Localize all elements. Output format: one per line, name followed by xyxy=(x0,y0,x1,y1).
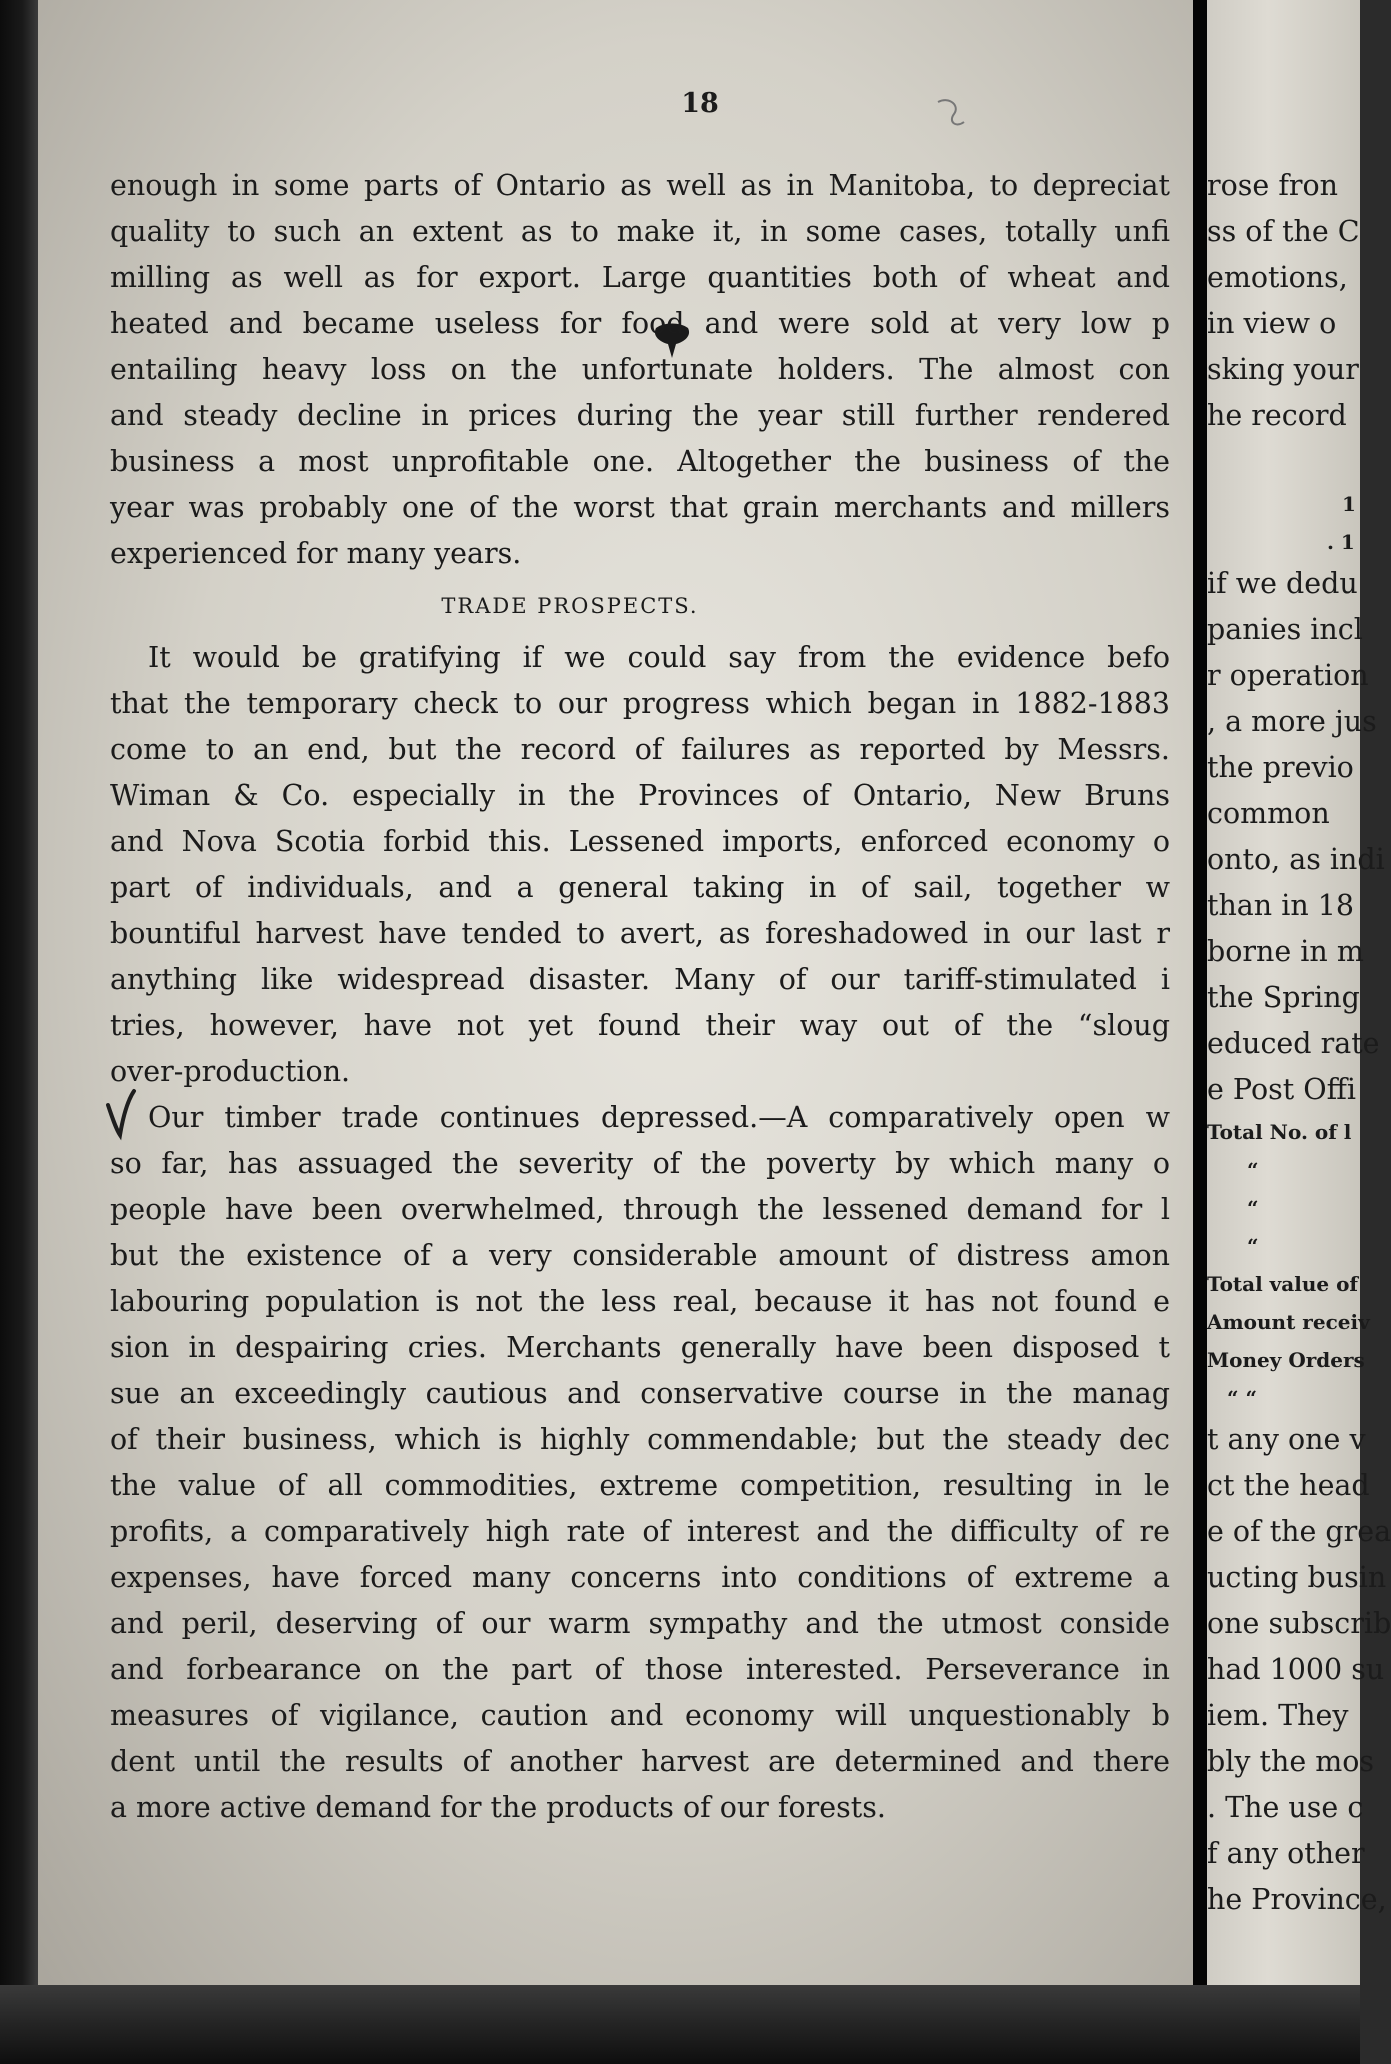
text-line: Our timber trade continues depressed.—A comparatively open w xyxy=(148,1101,1170,1134)
text-line: over-production. xyxy=(110,1055,351,1088)
text-line: come to an end, but the record of failures as reported by Messrs. xyxy=(110,733,1170,766)
text-line: ucting busin xyxy=(1207,1561,1387,1594)
trade-prospects-paragraph xyxy=(110,635,1170,1095)
section-heading-trade-prospects: TRADE PROSPECTS. xyxy=(441,594,699,618)
text-line: tries, however, have not yet found their way out of the “sloug xyxy=(110,1009,1170,1042)
text-line: anything like widespread disaster. Many of our tariff-stimulated i xyxy=(110,963,1170,996)
film-border-bottom xyxy=(0,1985,1360,2064)
text-line: had 1000 su xyxy=(1207,1653,1385,1686)
text-line: and Nova Scotia forbid this. Lessened imports, enforced economy o xyxy=(110,825,1170,858)
text-line: business a most unprofitable one. Altogether the business of the xyxy=(110,445,1170,478)
text-line: the Spring xyxy=(1207,981,1360,1014)
text-line: panies incl xyxy=(1207,613,1363,646)
book-gutter xyxy=(1193,0,1207,2064)
text-line: enough in some parts of Ontario as well as in Manitoba, to depreciat xyxy=(110,169,1170,202)
text-line: sion in despairing cries. Merchants generally have been disposed t xyxy=(110,1331,1170,1364)
table-row: Total No. of l xyxy=(1207,1120,1352,1144)
page-number: 18 xyxy=(681,88,719,119)
text-line: Wiman & Co. especially in the Provinces of Ontario, New Bruns xyxy=(110,779,1170,812)
text-line: he record xyxy=(1207,399,1347,432)
text-line: but the existence of a very considerable amount of distress amon xyxy=(110,1239,1170,1272)
text-line: borne in m xyxy=(1207,935,1364,968)
text-line: and steady decline in prices during the year still further rendered xyxy=(110,399,1170,432)
table-row: “ xyxy=(1247,1196,1259,1220)
text-line: entailing heavy loss on the unfortunate holders. The almost con xyxy=(110,353,1170,386)
text-line: and peril, deserving of our warm sympathy and the utmost conside xyxy=(110,1607,1170,1640)
text-line: the value of all commodities, extreme competition, resulting in le xyxy=(110,1469,1170,1502)
text-line: onto, as indi xyxy=(1207,843,1385,876)
text-line: labouring population is not the less real, because it has not found e xyxy=(110,1285,1170,1318)
text-line: one subscrib xyxy=(1207,1607,1391,1640)
text-line: heated and became useless for food and were sold at very low p xyxy=(110,307,1170,340)
text-line: the previo xyxy=(1207,751,1354,784)
table-row: “ xyxy=(1247,1234,1259,1258)
left-page-text xyxy=(110,163,1170,1831)
text-line: and forbearance on the part of those interested. Perseverance in xyxy=(110,1653,1170,1686)
text-line: he Province, xyxy=(1207,1883,1387,1916)
text-line: r operation xyxy=(1207,659,1369,692)
text-line: that the temporary check to our progress which began in 1882-1883 xyxy=(110,687,1170,720)
text-line: profits, a comparatively high rate of interest and the difficulty of re xyxy=(110,1515,1170,1548)
text-line: 1 xyxy=(1342,492,1356,516)
text-line: milling as well as for export. Large quantities both of wheat and xyxy=(110,261,1170,294)
text-line: bly the mos xyxy=(1207,1745,1375,1778)
text-line: than in 18 xyxy=(1207,889,1355,922)
post-office-table xyxy=(1207,1113,1370,1417)
text-line: of their business, which is highly commendable; but the steady dec xyxy=(110,1423,1170,1456)
text-line: e Post Offi xyxy=(1207,1073,1356,1106)
table-row: “ “ xyxy=(1227,1386,1257,1410)
right-page-text xyxy=(1207,163,1391,1923)
text-line: , a more jus xyxy=(1207,705,1377,738)
timber-trade-paragraph xyxy=(110,1095,1170,1831)
opening-paragraph xyxy=(110,163,1170,577)
text-line: ct the head xyxy=(1207,1469,1370,1502)
table-row: Amount receiv xyxy=(1207,1310,1370,1334)
text-line: . 1 xyxy=(1327,530,1355,554)
text-line: quality to such an extent as to make it, in some cases, totally unfi xyxy=(110,215,1170,248)
text-line: t any one v xyxy=(1207,1423,1366,1456)
right-page xyxy=(1207,0,1391,1990)
text-line xyxy=(1207,439,1367,485)
text-line: educed rate xyxy=(1207,1027,1380,1060)
text-line: in view o xyxy=(1207,307,1337,340)
table-row: “ xyxy=(1247,1158,1259,1182)
text-line: rose fron xyxy=(1207,169,1339,202)
text-line: people have been overwhelmed, through the lessened demand for l xyxy=(110,1193,1170,1226)
text-line: so far, has assuaged the severity of the poverty by which many o xyxy=(110,1147,1170,1180)
text-line: sue an exceedingly cautious and conservative course in the manag xyxy=(110,1377,1170,1410)
text-line: part of individuals, and a general taking in of sail, together w xyxy=(110,871,1170,904)
text-line: It would be gratifying if we could say from the evidence befo xyxy=(148,641,1170,674)
film-border-left xyxy=(0,0,38,2064)
text-line: measures of vigilance, caution and economy will unquestionably b xyxy=(110,1699,1170,1732)
table-row: Total value of xyxy=(1207,1272,1359,1296)
text-line: . The use c xyxy=(1207,1791,1364,1824)
text-line: emotions, xyxy=(1207,261,1348,294)
text-line: experienced for many years. xyxy=(110,537,522,570)
text-line: iem. They xyxy=(1207,1699,1349,1732)
text-line: year was probably one of the worst that grain merchants and millers xyxy=(110,491,1170,524)
text-line: a more active demand for the products of our forests. xyxy=(110,1791,886,1824)
text-line: dent until the results of another harvest are determined and there xyxy=(110,1745,1170,1778)
text-line: expenses, have forced many concerns into conditions of extreme a xyxy=(110,1561,1170,1594)
page-mark-curl xyxy=(930,92,970,132)
text-line: ss of the C xyxy=(1207,215,1360,248)
text-line: e of the grea xyxy=(1207,1515,1391,1548)
table-row: Money Orders xyxy=(1207,1348,1365,1372)
text-line: common xyxy=(1207,797,1330,830)
text-line: sking your xyxy=(1207,353,1359,386)
text-line: f any other xyxy=(1207,1837,1365,1870)
text-line: bountiful harvest have tended to avert, as foreshadowed in our last r xyxy=(110,917,1170,950)
text-line: if we dedu xyxy=(1207,567,1358,600)
